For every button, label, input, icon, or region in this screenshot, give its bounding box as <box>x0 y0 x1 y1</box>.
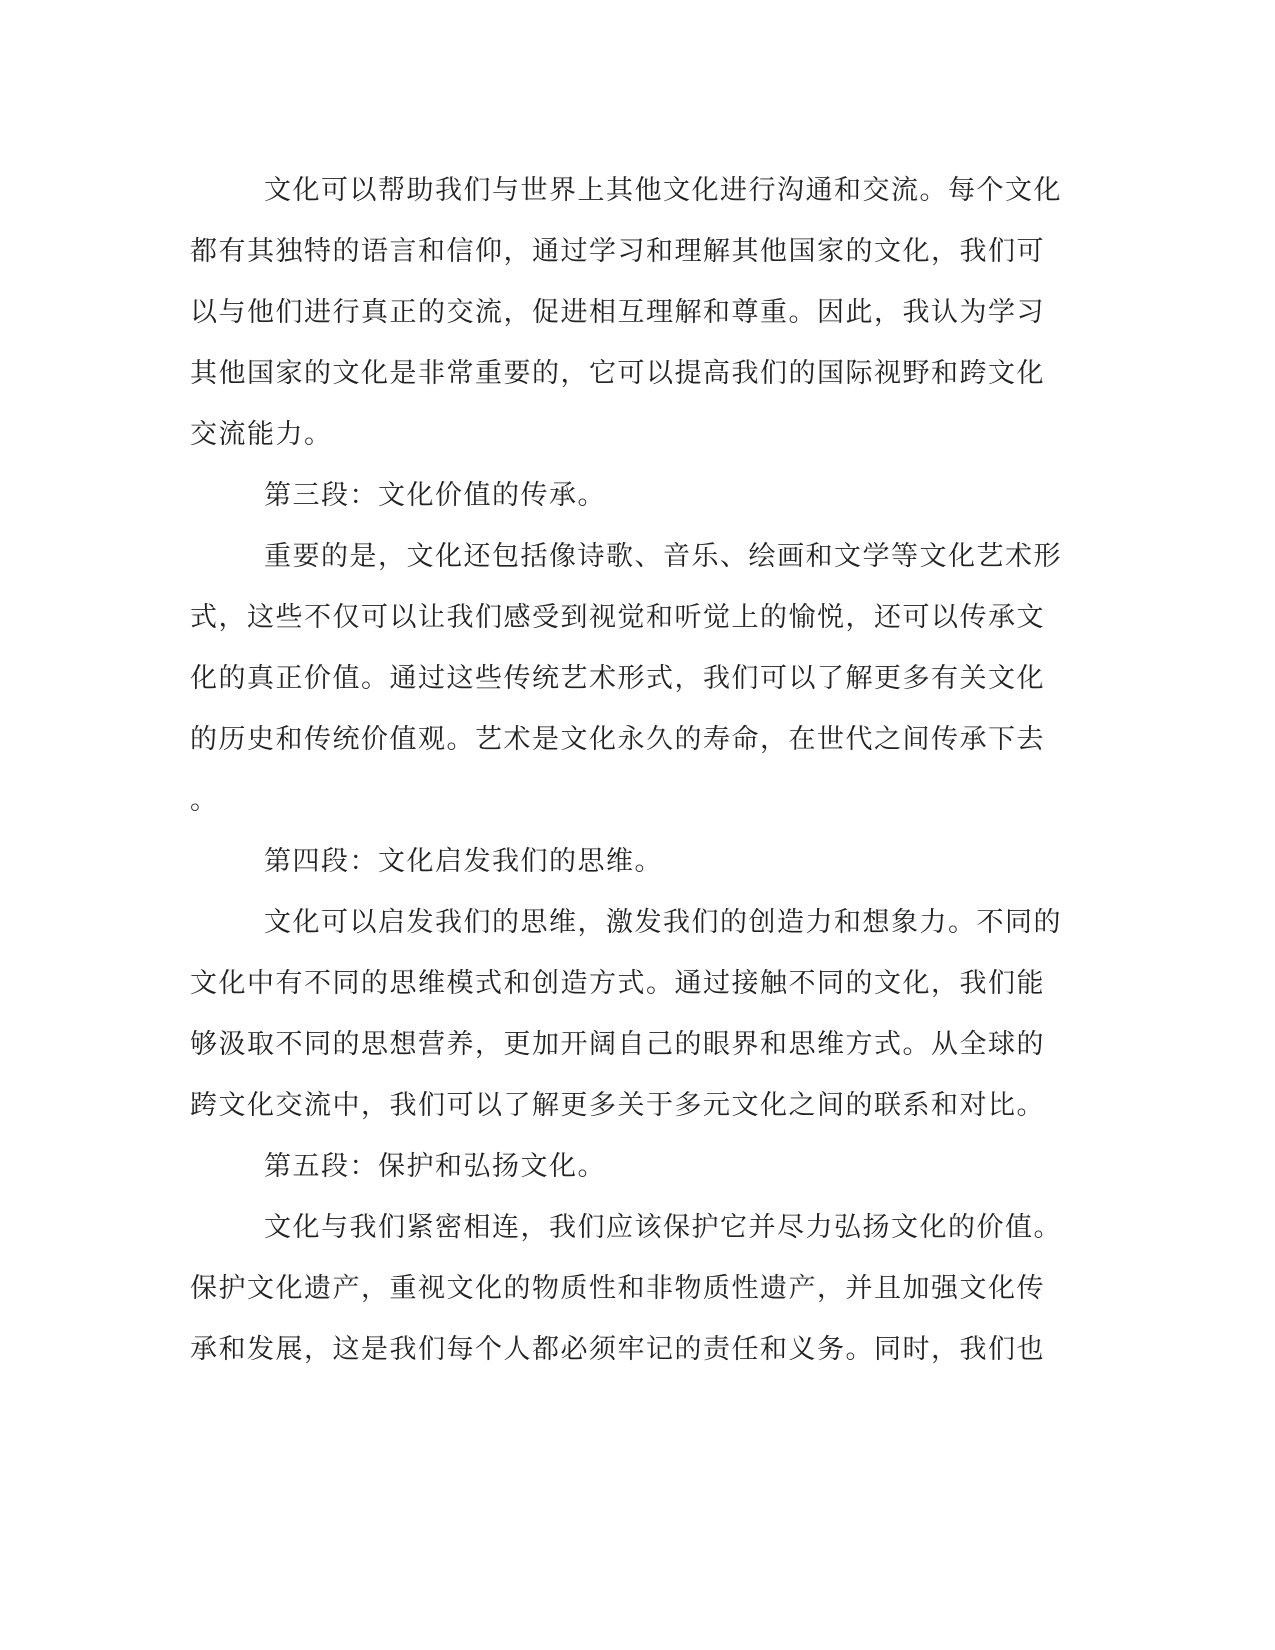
body-text <box>190 160 1085 1380</box>
text-line: 文化可以启发我们的思维，激发我们的创造力和想象力。不同的 <box>264 907 1062 938</box>
section-heading: 第三段：文化价值的传承。 <box>264 480 606 511</box>
text-line: 其他国家的文化是非常重要的，它可以提高我们的国际视野和跨文化 <box>190 358 1045 389</box>
text-line: 交流能力。 <box>190 419 333 450</box>
text-line: 都有其独特的语言和信仰，通过学习和理解其他国家的文化，我们可 <box>190 236 1045 267</box>
text-line: 化的真正价值。通过这些传统艺术形式，我们可以了解更多有关文化 <box>190 663 1045 694</box>
text-line: 重要的是，文化还包括像诗歌、音乐、绘画和文学等文化艺术形 <box>264 541 1062 572</box>
text-line: 式，这些不仅可以让我们感受到视觉和听觉上的愉悦，还可以传承文 <box>190 602 1045 633</box>
text-line: 的历史和传统价值观。艺术是文化永久的寿命，在世代之间传承下去 <box>190 724 1045 755</box>
text-line: 保护文化遗产，重视文化的物质性和非物质性遗产，并且加强文化传 <box>190 1273 1045 1304</box>
text-line: 跨文化交流中，我们可以了解更多关于多元文化之间的联系和对比。 <box>190 1090 1045 1121</box>
text-line: 以与他们进行真正的交流，促进相互理解和尊重。因此，我认为学习 <box>190 297 1045 328</box>
section-heading: 第五段：保护和弘扬文化。 <box>264 1151 606 1182</box>
text-line: 。 <box>190 785 219 816</box>
section-heading: 第四段：文化启发我们的思维。 <box>264 846 663 877</box>
text-line: 文化中有不同的思维模式和创造方式。通过接触不同的文化，我们能 <box>190 968 1045 999</box>
text-line: 够汲取不同的思想营养，更加开阔自己的眼界和思维方式。从全球的 <box>190 1029 1045 1060</box>
text-line: 承和发展，这是我们每个人都必须牢记的责任和义务。同时，我们也 <box>190 1334 1045 1365</box>
text-line: 文化与我们紧密相连，我们应该保护它并尽力弘扬文化的价值。 <box>264 1212 1062 1243</box>
text-line: 文化可以帮助我们与世界上其他文化进行沟通和交流。每个文化 <box>264 175 1062 206</box>
